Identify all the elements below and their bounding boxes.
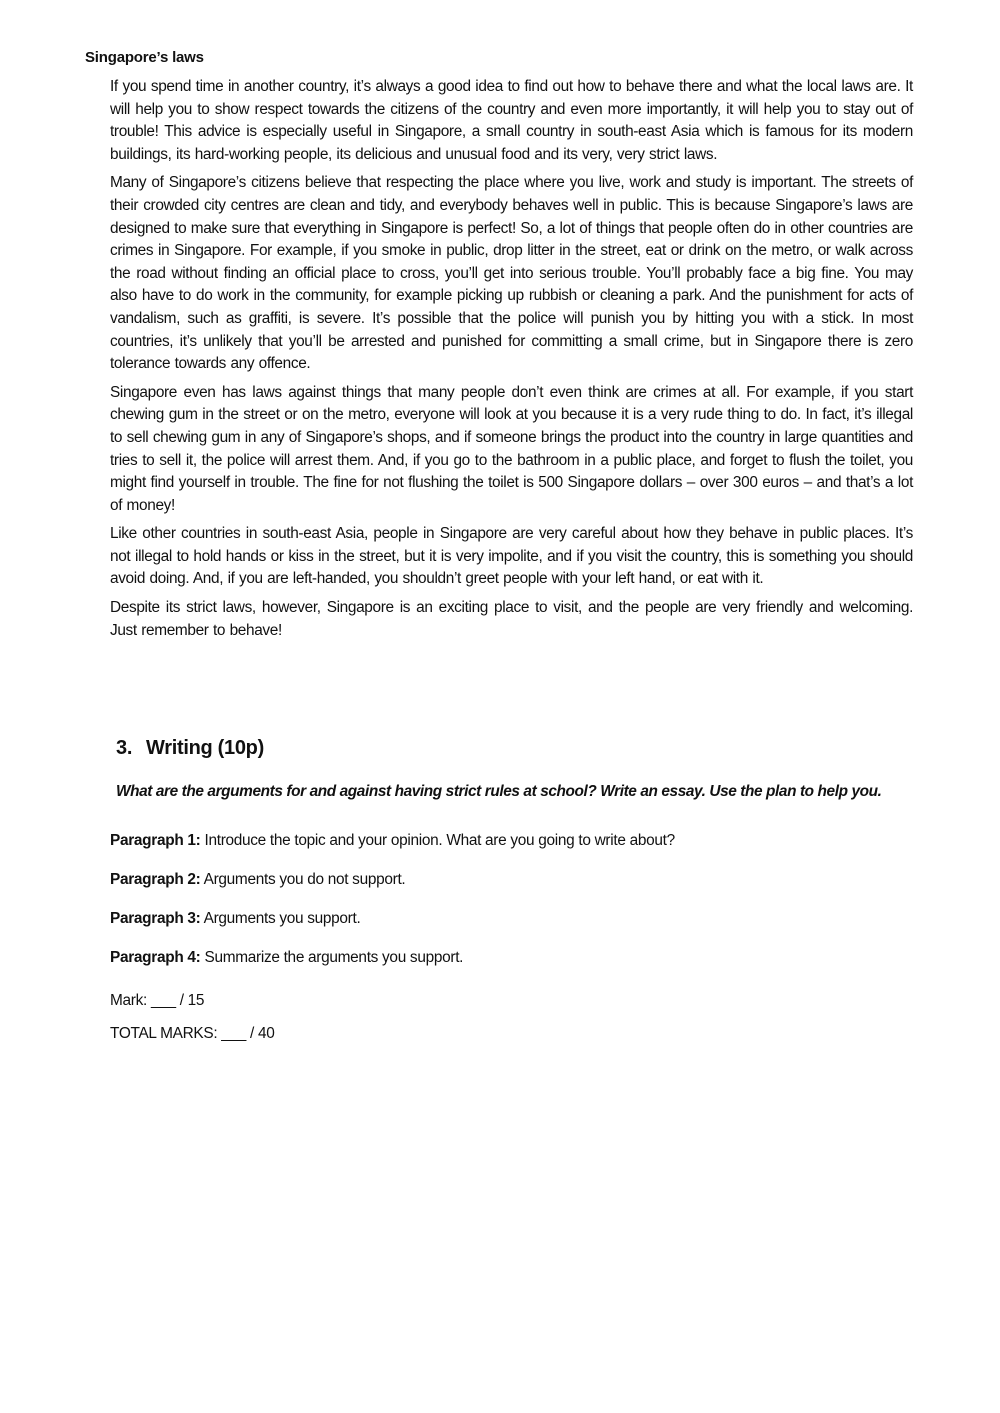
article-paragraph-4: Like other countries in south-east Asia, people in Singapore are very careful about how they behave in public places. It’s not illegal to hold hands or kiss in the street, but it is very impolite, and if you visit the country, this is something you should avoid doing. And, if you are left-handed, you shouldn’t greet people with your left hand, or eat with it. — [110, 525, 913, 588]
section-mark: Mark: ___ / 15 — [110, 992, 205, 1009]
plan-item-3 — [110, 908, 910, 930]
article-paragraph-5: Despite its strict laws, however, Singapore is an exciting place to visit, and the people are very friendly and welcoming. Just remember to behave! — [110, 599, 913, 639]
plan-text: Arguments you support. — [200, 910, 361, 927]
article-paragraph-2: Many of Singapore’s citizens believe that respecting the place where you live, work and study is important. The streets of their crowded city centres are clean and tidy, and everybody behaves well in public. This is because Singapore’s laws are designed to make sure that everything in Singapore is perfect! So, a lot of things that people often do in other countries are crimes in Singapore. For example, if you smoke in public, drop litter in the street, eat or drink on the metro, or walk across the road without finding an official place to cross, you’ll get into serious trouble. You’ll probably face a big fine. You may also have to do work in the community, for example picking up rubbish or cleaning a park. And the punishment for acts of vandalism, such as graffiti, is severe. It’s possible that the police will punish you by hitting you with a stick. In most countries, it’s unlikely that you’ll be arrested and punished for committing a small crime, but in Singapore there is zero tolerance towards any offence. — [110, 174, 913, 373]
plan-label: Paragraph 2: — [110, 871, 201, 888]
writing-section-heading — [116, 737, 264, 760]
writing-prompt: What are the arguments for and against having strict rules at school? Write an essay. Use the plan to help you. — [116, 783, 882, 800]
plan-item-2 — [110, 869, 910, 891]
plan-text: Introduce the topic and your opinion. What are you going to write about? — [200, 832, 675, 849]
section-number: 3. — [116, 737, 133, 759]
plan-text: Arguments you do not support. — [200, 871, 406, 888]
reading-article — [110, 76, 913, 648]
plan-label: Paragraph 4: — [110, 949, 201, 966]
plan-label: Paragraph 1: — [110, 832, 201, 849]
reading-title: Singapore’s laws — [85, 49, 204, 66]
section-title: Writing (10p) — [146, 737, 264, 759]
plan-item-4 — [110, 947, 910, 969]
plan-label: Paragraph 3: — [110, 910, 201, 927]
plan-item-1 — [110, 830, 910, 852]
plan-text: Summarize the arguments you support. — [200, 949, 464, 966]
article-paragraph-3: Singapore even has laws against things that many people don’t even think are crimes at all. For example, if you start chewing gum in the street or on the metro, everyone will look at you because it is a very rude thing to do. In fact, it’s illegal to sell chewing gum in any of Singapore’s shops, and if someone brings the product into the country in large quantities and tries to sell it, the police will arrest them. And, if you go to the bathroom in a public place, and forget to flush the toilet, you might find yourself in trouble. The fine for not flushing the toilet is 500 Singapore dollars – over 300 euros – and that’s a lot of money! — [110, 383, 913, 514]
total-marks: TOTAL MARKS: ___ / 40 — [110, 1025, 275, 1042]
article-paragraph-1: If you spend time in another country, it’s always a good idea to find out how to behave there and what the local laws are. It will help you to show respect towards the citizens of the country and even more importantly, it will help you to stay out of trouble! This advice is especially useful in Singapore, a small country in south-east Asia which is famous for its modern buildings, its hard-working people, its delicious and unusual food and its very, very strict laws. — [110, 78, 913, 163]
